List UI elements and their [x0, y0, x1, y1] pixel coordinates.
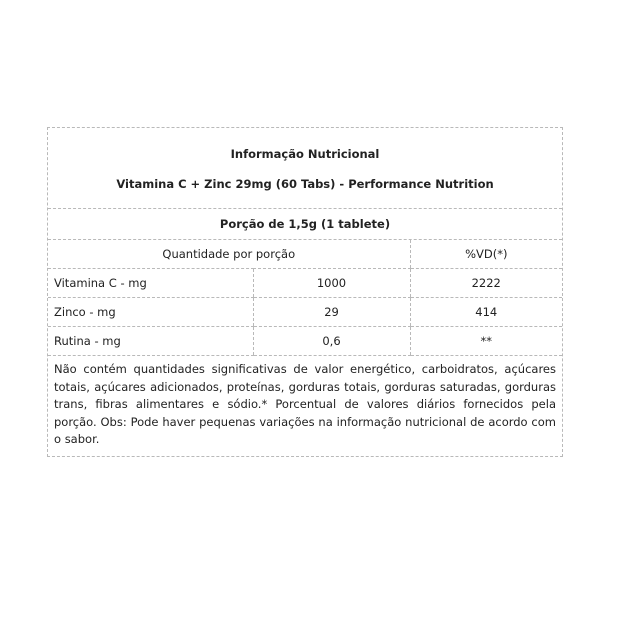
- table-row: [48, 298, 562, 327]
- nutrient-amount: 29: [253, 298, 410, 327]
- nutrient-daily-value: **: [410, 327, 562, 356]
- nutrition-header: [48, 128, 562, 209]
- nutrition-table: [48, 240, 562, 356]
- nutrition-facts-panel: [47, 127, 563, 457]
- nutrient-name: Zinco - mg: [48, 298, 253, 327]
- nutrient-daily-value: 414: [410, 298, 562, 327]
- nutrition-title: Informação Nutricional: [230, 147, 380, 161]
- quantity-per-portion-header: Quantidade por porção: [48, 240, 410, 269]
- table-header-row: [48, 240, 562, 269]
- daily-value-header: %VD(*): [410, 240, 562, 269]
- nutrient-daily-value: 2222: [410, 269, 562, 298]
- table-row: [48, 269, 562, 298]
- nutrition-footnote: Não contém quantidades significativas de valor energético, carboidratos, açúcares totais, açúcares adicionados, proteínas, gorduras totais, gorduras saturadas, gorduras trans, fibras alimentares e sódio.* Porcentual de valores diários fornecidos pela porção. Obs: Pode haver pequenas variações na informação nutricional de acordo com o sabor.: [54, 362, 556, 446]
- nutrient-name: Rutina - mg: [48, 327, 253, 356]
- nutrient-name: Vitamina C - mg: [48, 269, 253, 298]
- product-name: Vitamina C + Zinc 29mg (60 Tabs) - Performance Nutrition: [116, 177, 494, 191]
- portion-size: Porção de 1,5g (1 tablete): [48, 209, 562, 240]
- table-row: [48, 327, 562, 356]
- nutrient-amount: 0,6: [253, 327, 410, 356]
- nutrient-amount: 1000: [253, 269, 410, 298]
